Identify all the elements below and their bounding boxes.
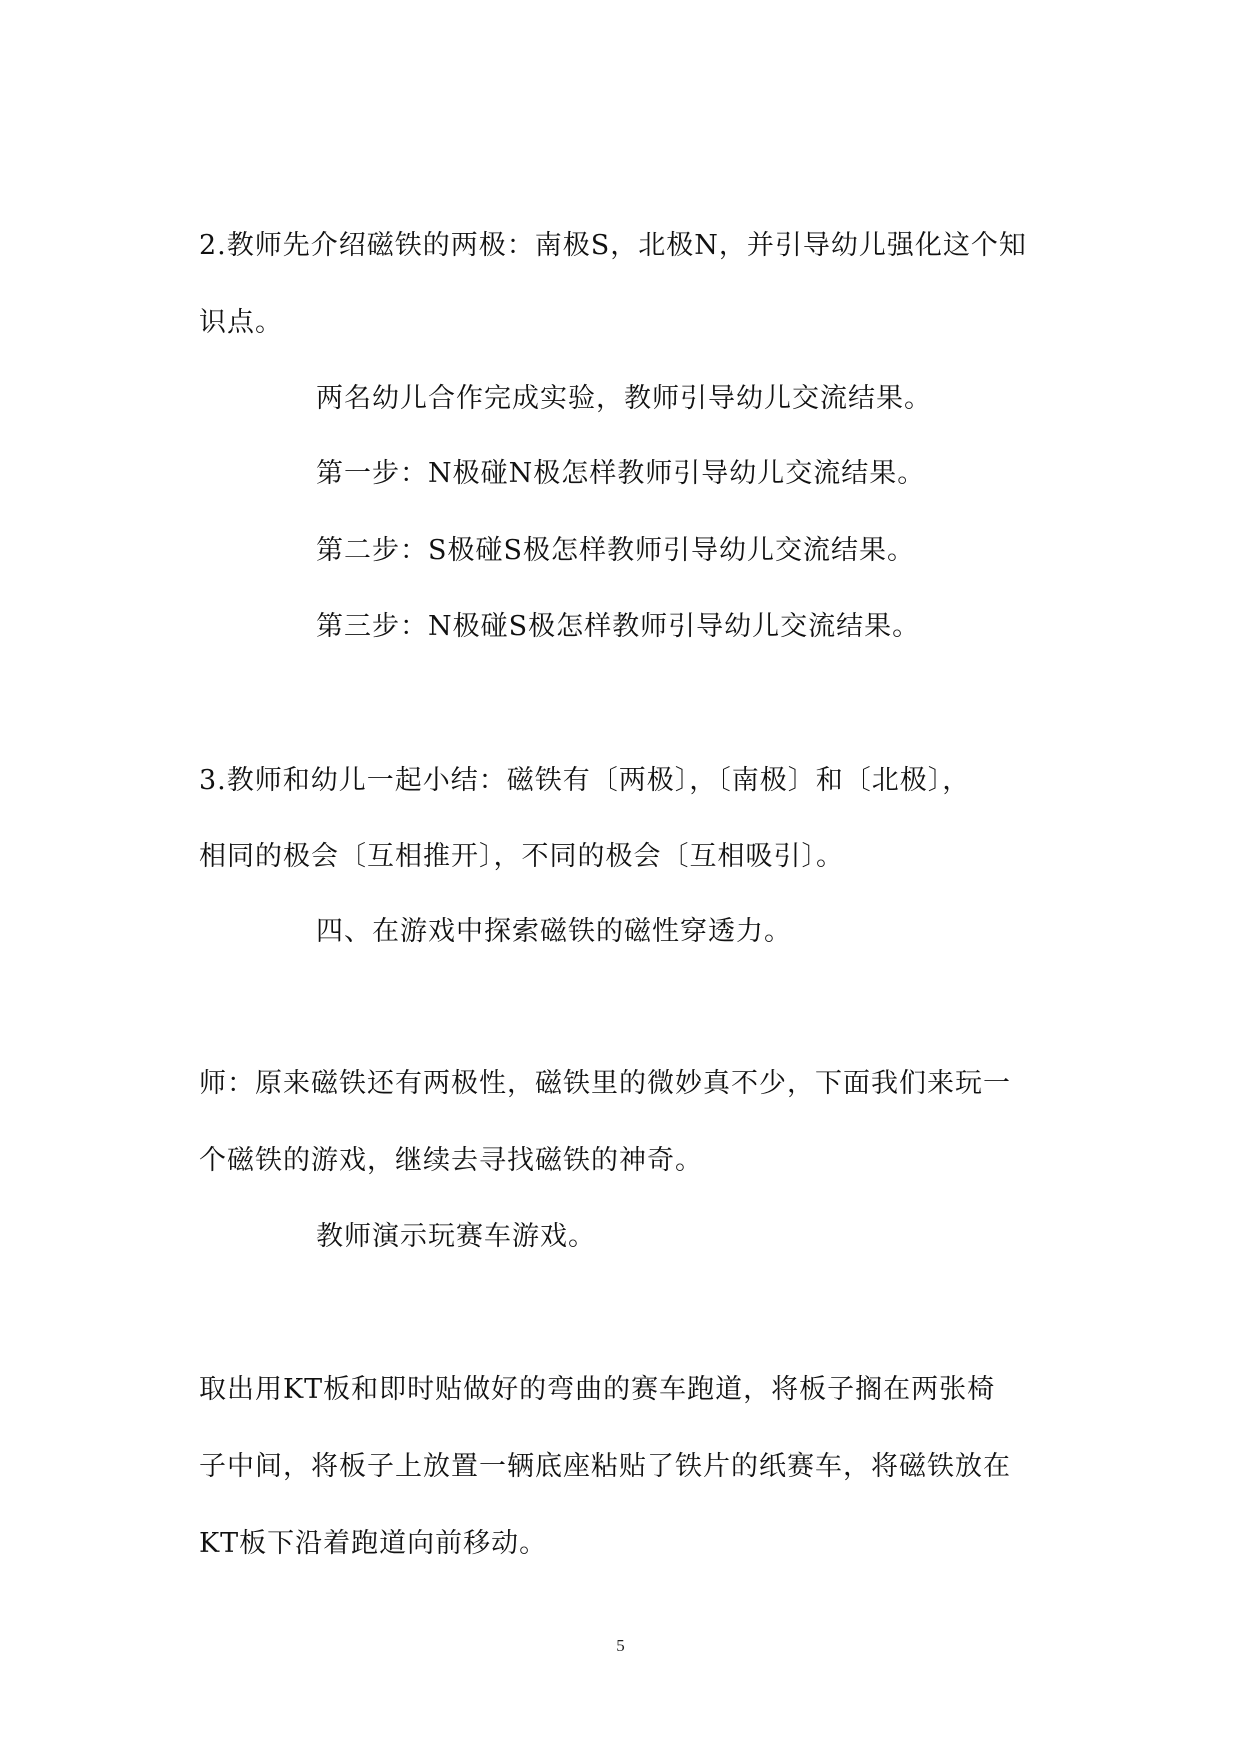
paragraph-line: 相同的极会〔互相推开〕，不同的极会〔互相吸引〕。 [199,841,844,872]
paragraph-line: 3.教师和幼儿一起小结：磁铁有〔两极〕，〔南极〕和〔北极〕， [199,765,971,796]
paragraph-line: 第二步：S极碰S极怎样教师引导幼儿交流结果。 [316,535,915,566]
paragraph-line: 2.教师先介绍磁铁的两极：南极S，北极N，并引导幼儿强化这个知 [199,230,1027,261]
section-heading: 四、在游戏中探索磁铁的磁性穿透力。 [316,916,792,947]
paragraph-line: 第一步：N极碰N极怎样教师引导幼儿交流结果。 [316,458,926,489]
paragraph-line: 识点。 [199,307,283,338]
paragraph-line: 师：原来磁铁还有两极性，磁铁里的微妙真不少，下面我们来玩一 [199,1068,1011,1099]
paragraph-line: 个磁铁的游戏，继续去寻找磁铁的神奇。 [199,1145,703,1176]
paragraph-line: 第三步：N极碰S极怎样教师引导幼儿交流结果。 [316,611,921,642]
paragraph-line: 取出用KT板和即时贴做好的弯曲的赛车跑道，将板子搁在两张椅 [199,1374,996,1405]
paragraph-line: 两名幼儿合作完成实验，教师引导幼儿交流结果。 [316,383,932,414]
paragraph-line: KT板下沿着跑道向前移动。 [199,1528,548,1559]
page-number: 5 [616,1636,625,1655]
paragraph-line: 子中间，将板子上放置一辆底座粘贴了铁片的纸赛车，将磁铁放在 [199,1451,1011,1482]
paragraph-line: 教师演示玩赛车游戏。 [316,1221,596,1252]
